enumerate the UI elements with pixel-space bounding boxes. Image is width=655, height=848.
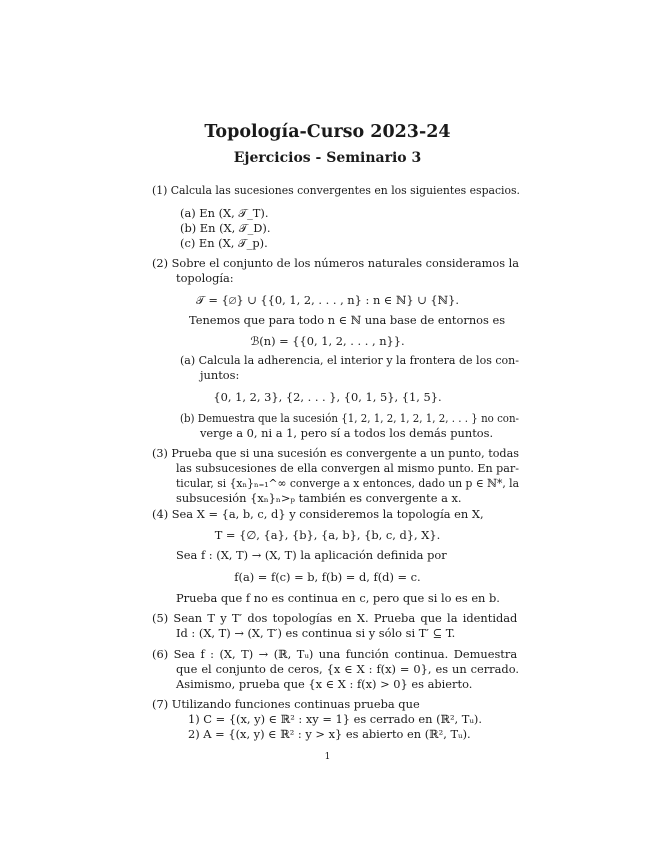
- text-line: (a) En (X, 𝒯_T).: [180, 206, 269, 220]
- text-line: {0, 1, 2, 3}, {2, . . . }, {0, 1, 5}, {1, 5}.: [213, 390, 442, 404]
- text-line: (3) Prueba que si una sucesión es convergente a un punto, todas: [152, 446, 519, 460]
- document-title: Topología-Curso 2023-24: [204, 122, 451, 142]
- text-line: (5) Sean T y T′ dos topologías en X. Prueba que la identidad: [152, 611, 518, 625]
- text-line: Prueba que f no es continua en c, pero que si lo es en b.: [176, 591, 500, 605]
- text-line: (b) Demuestra que la sucesión {1, 2, 1, 2, 1, 2, 1, 2, . . . } no con-: [180, 411, 519, 425]
- text-line: 𝒯 = {∅} ∪ {{0, 1, 2, . . . , n} : n ∈ ℕ} ∪ {ℕ}.: [196, 293, 459, 307]
- text-line: Asimismo, prueba que {x ∈ X : f(x) > 0} es abierto.: [176, 677, 473, 691]
- text-line: las subsucesiones de ella convergen al mismo punto. En par-: [176, 461, 519, 475]
- text-line: (7) Utilizando funciones continuas prueba que: [152, 697, 420, 711]
- text-line: (a) Calcula la adherencia, el interior y la frontera de los con-: [180, 353, 519, 367]
- text-line: Sea f : (X, T) → (X, T) la aplicación definida por: [176, 548, 447, 562]
- text-line: Id : (X, T) → (X, T′) es continua si y sólo si T′ ⊆ T.: [176, 626, 456, 640]
- text-line: (b) En (X, 𝒯_D).: [180, 221, 271, 235]
- text-line: subsucesión {xₙ}ₙ>ₚ también es convergente a x.: [176, 491, 462, 505]
- text-line: Tenemos que para todo n ∈ ℕ una base de entornos es: [189, 313, 506, 327]
- page-number: 1: [324, 752, 331, 762]
- text-line: T = {∅, {a}, {b}, {a, b}, {b, c, d}, X}.: [214, 528, 441, 542]
- text-line: (2) Sobre el conjunto de los números naturales consideramos la: [152, 256, 519, 270]
- text-line: (c) En (X, 𝒯_p).: [180, 236, 268, 250]
- text-line: ℬ(n) = {{0, 1, 2, . . . , n}}.: [250, 334, 405, 348]
- text-line: f(a) = f(c) = b, f(b) = d, f(d) = c.: [234, 570, 421, 584]
- text-line: (4) Sea X = {a, b, c, d} y consideremos la topología en X,: [152, 507, 484, 521]
- text-line: 1) C = {(x, y) ∈ ℝ² : xy = 1} es cerrado en (ℝ², Tᵤ).: [188, 712, 482, 726]
- text-line: topología:: [176, 271, 234, 285]
- text-line: verge a 0, ni a 1, pero sí a todos los demás puntos.: [200, 426, 494, 440]
- document-subtitle: Ejercicios - Seminario 3: [233, 150, 422, 166]
- text-line: que el conjunto de ceros, {x ∈ X : f(x) = 0}, es un cerrado.: [176, 662, 519, 676]
- text-line: 2) A = {(x, y) ∈ ℝ² : y > x} es abierto en (ℝ², Tᵤ).: [188, 727, 471, 741]
- text-line: juntos:: [200, 368, 240, 382]
- text-line: ticular, si {xₙ}ₙ₌₁^∞ converge a x entonces, dado un p ∈ ℕ*, la: [176, 476, 519, 490]
- text-line: (6) Sea f : (X, T) → (ℝ, Tᵤ) una función continua. Demuestra: [152, 647, 518, 661]
- text-line: (1) Calcula las sucesiones convergentes en los siguientes espacios.: [152, 183, 520, 197]
